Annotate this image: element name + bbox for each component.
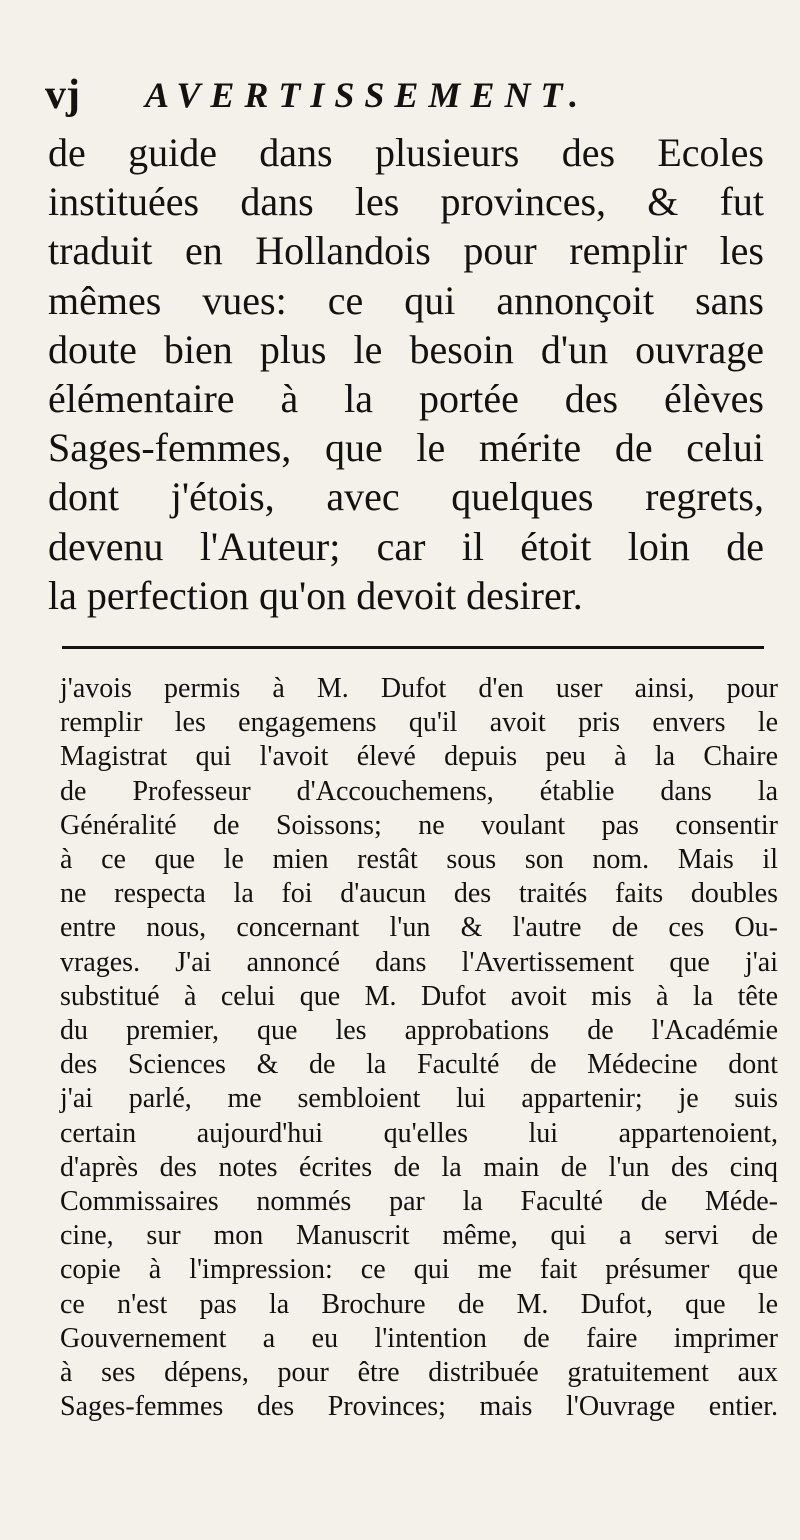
footnote-line: du premier, que les approbations de l'Académie [60,1015,778,1047]
main-text-block [48,128,764,620]
footnote-line: certain aujourd'hui qu'elles lui appartenoient, [60,1117,778,1149]
footnote-line: cine, sur mon Manuscrit même, qui a servi de [60,1220,778,1252]
footnote-line: Commissaires nommés par la Faculté de Méde- [60,1186,778,1218]
page-header [45,70,765,120]
main-text-line: doute bien plus le besoin d'un ouvrage [48,326,764,372]
footnote-line: j'avois permis à M. Dufot d'en user ainsi, pour [60,673,778,704]
footnote-line: Gouvernement a eu l'intention de faire imprimer [60,1322,778,1354]
footnote-divider [62,646,764,649]
main-text-line: de guide dans plusieurs des Ecoles [48,130,764,175]
footnote-line: entre nous, concernant l'un & l'autre de ces Ou- [60,912,778,944]
main-text-line: instituées dans les provinces, & fut [48,179,764,225]
footnote-line: d'après des notes écrites de la main de l'un des cinq [60,1151,778,1183]
running-title: AVERTISSEMENT. [145,75,589,115]
footnote-line: Généralité de Soissons; ne voulant pas consentir [60,809,778,841]
footnote-line: des Sciences & de la Faculté de Médecine dont [60,1049,778,1081]
footnote-line: à ses dépens, pour être distribuée gratuitement aux [60,1357,778,1389]
footnote-line: ce n'est pas la Brochure de M. Dufot, que le [60,1288,778,1320]
page-number: vj [45,72,80,118]
main-text-line: mêmes vues: ce qui annonçoit sans [48,277,764,323]
footnote-line: Sages-femmes des Provinces; mais l'Ouvrage entier. [60,1391,778,1423]
main-text-line: Sages-femmes, que le mérite de celui [48,425,764,471]
main-text-line: traduit en Hollandois pour remplir les [48,228,764,274]
footnote-line: de Professeur d'Accouchemens, établie dans la [60,775,778,807]
footnote-block [60,672,778,1424]
footnote-line: copie à l'impression: ce qui me fait présumer que [60,1254,778,1286]
footnote-line: Magistrat qui l'avoit élevé depuis peu à la Chaire [60,741,778,773]
footnote-line: à ce que le mien restât sous son nom. Mais il [60,844,778,876]
main-text-line: élémentaire à la portée des élèves [48,376,764,422]
footnote-line: j'ai parlé, me sembloient lui appartenir; je suis [60,1083,778,1115]
footnote-line: vrages. J'ai annoncé dans l'Avertissement que j'ai [60,946,778,978]
main-text-line: devenu l'Auteur; car il étoit loin de [48,523,764,569]
footnote-line: substitué à celui que M. Dufot avoit mis à la tête [60,980,778,1012]
main-text-line: dont j'étois, avec quelques regrets, [48,474,764,520]
footnote-line: ne respecta la foi d'aucun des traités faits doubles [60,878,778,910]
main-text-line: la perfection qu'on devoit desirer. [48,572,583,618]
footnote-line: remplir les engagemens qu'il avoit pris envers le [60,707,778,739]
